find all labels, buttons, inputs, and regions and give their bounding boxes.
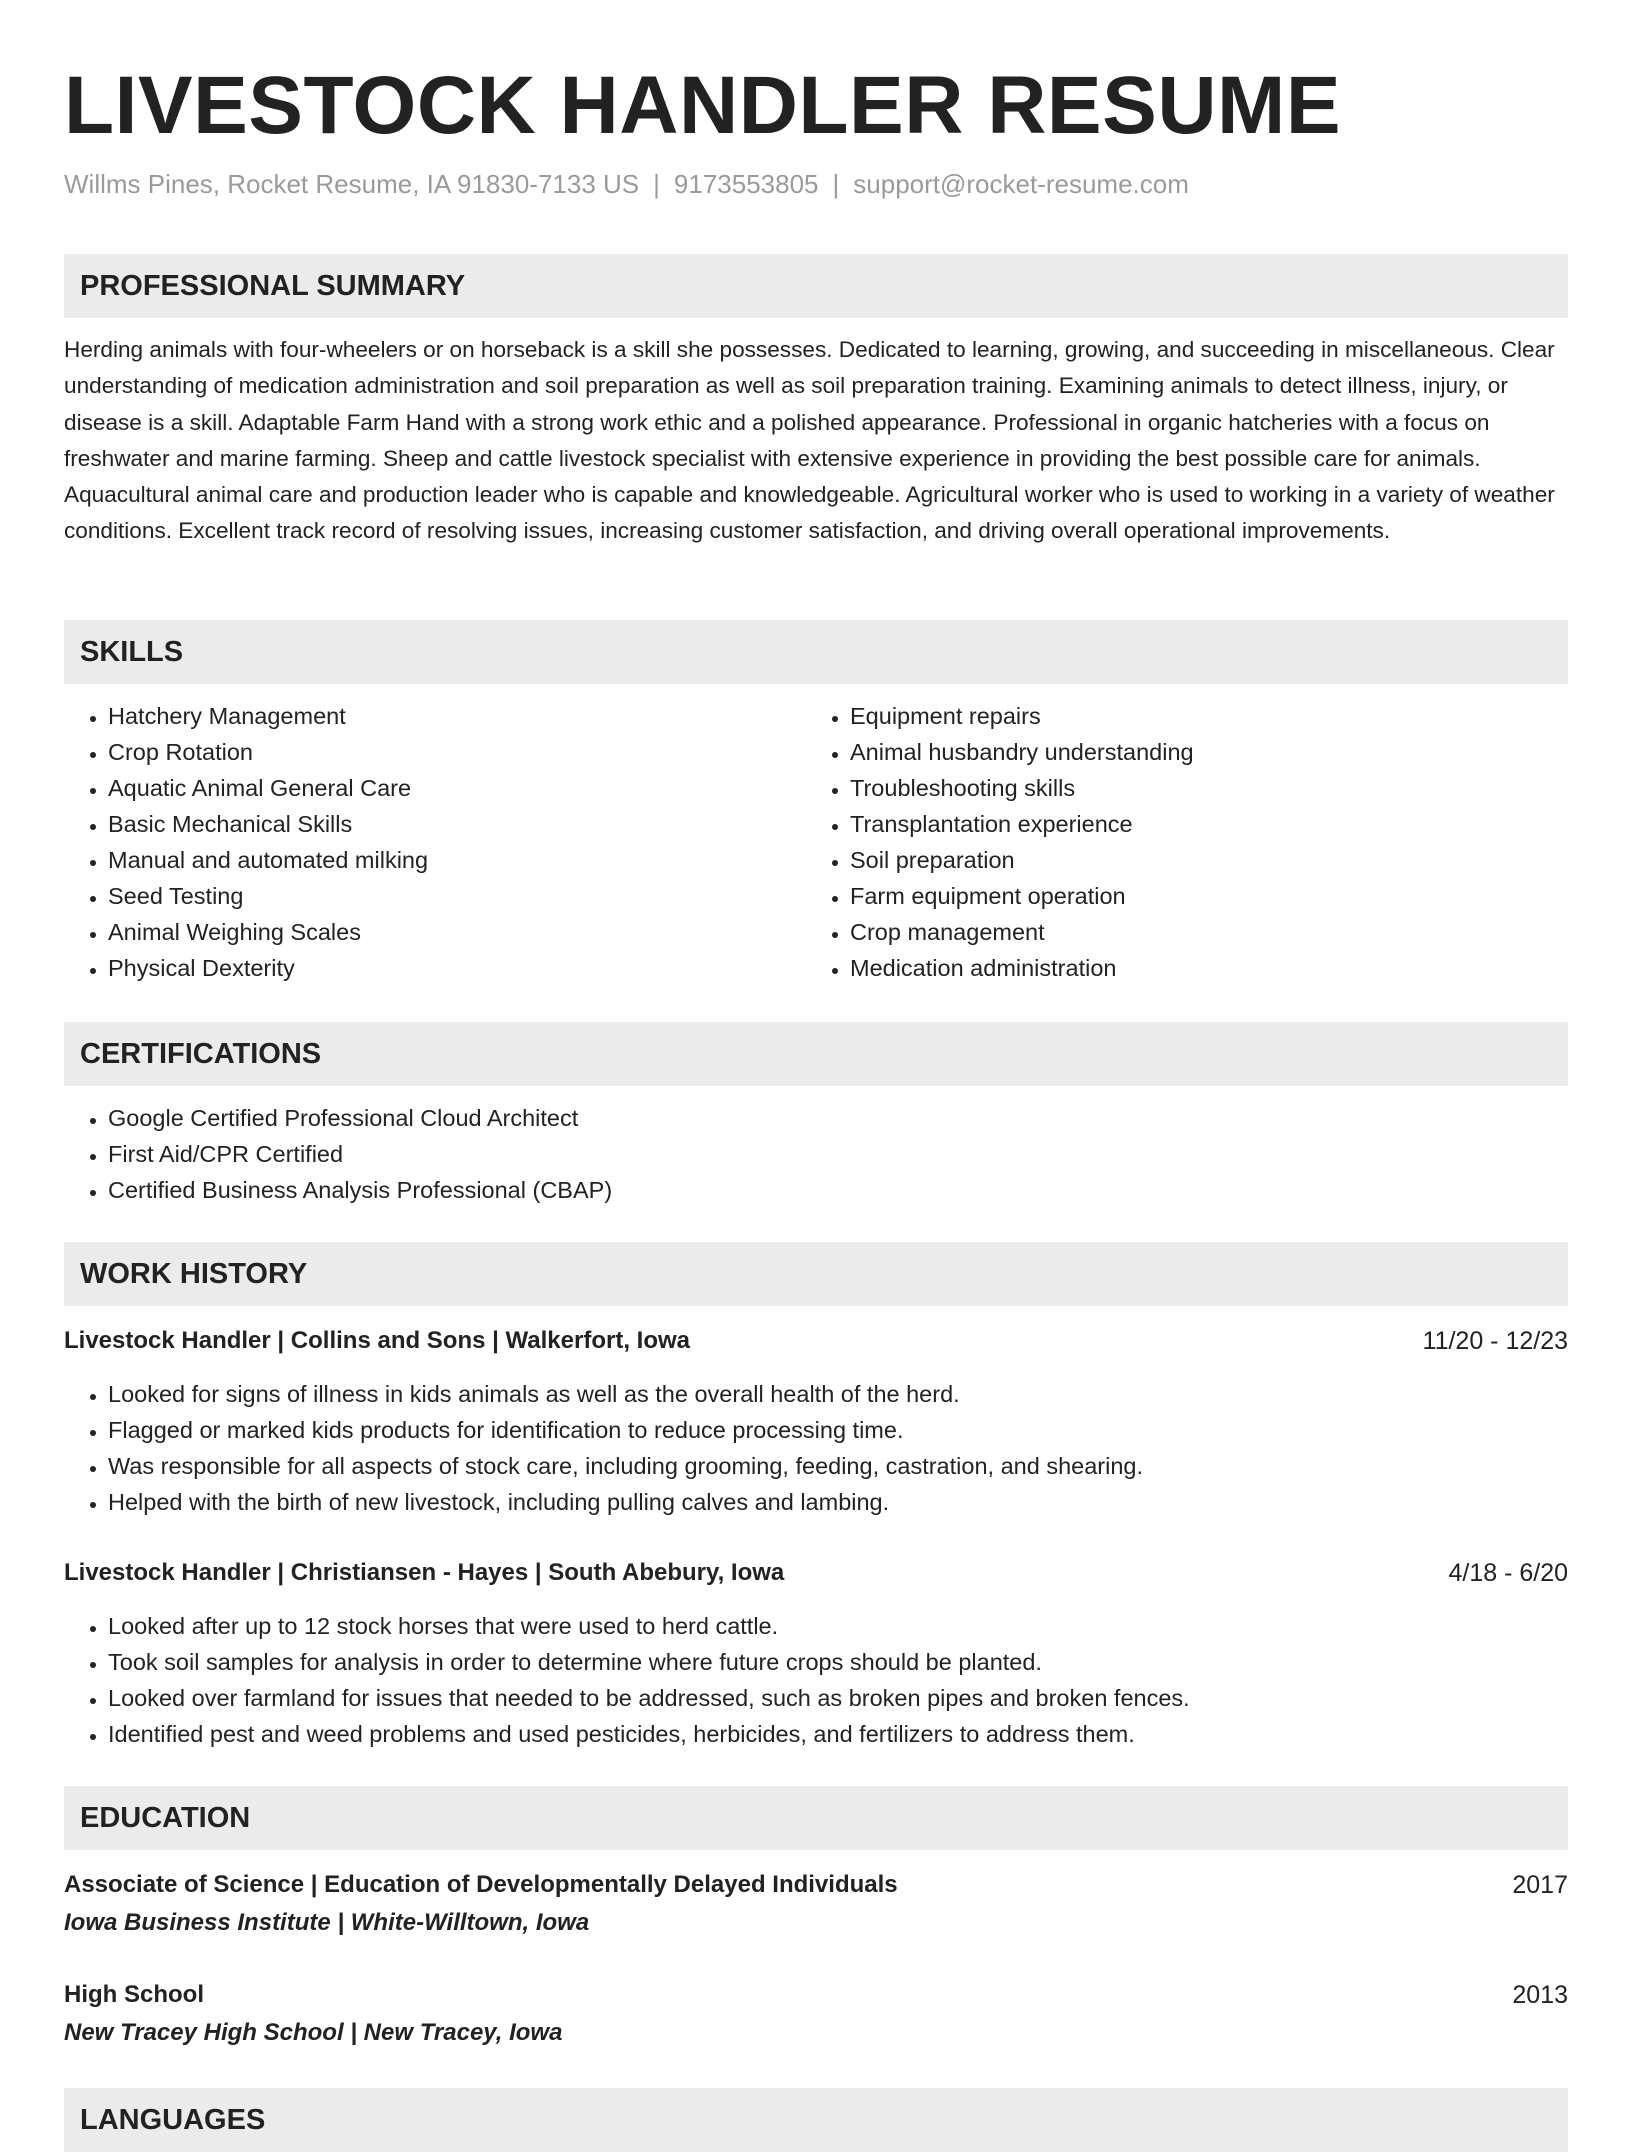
job-duties: [64, 1376, 1568, 1520]
contact-email: support@rocket-resume.com: [853, 169, 1189, 199]
skill-item: • Seed Testing: [108, 878, 804, 914]
section-header-summary: PROFESSIONAL SUMMARY: [64, 254, 1568, 318]
job-duties-list: [64, 1376, 1568, 1520]
education-year: 2013: [1512, 1981, 1568, 2009]
job-duty-item: • Flagged or marked kids products for identification to reduce processing time.: [108, 1412, 1568, 1448]
skill-item: • Troubleshooting skills: [850, 770, 1546, 806]
job-dates: 11/20 - 12/23: [1422, 1327, 1568, 1355]
skill-item: • Manual and automated milking: [108, 842, 804, 878]
certifications-block: [64, 1100, 1568, 1208]
skill-item: • Transplantation experience: [850, 806, 1546, 842]
section-header-skills: SKILLS: [64, 620, 1568, 684]
education-school: Iowa Business Institute | White-Willtown, Iowa: [64, 1909, 590, 1936]
contact-separator: |: [832, 169, 840, 199]
skills-list-right: [806, 698, 1546, 986]
job-title: Livestock Handler | Christiansen - Hayes | South Abebury, Iowa: [64, 1559, 785, 1586]
job-title: Livestock Handler | Collins and Sons | Walkerfort, Iowa: [64, 1327, 691, 1354]
job-duty-item: • Identified pest and weed problems and used pesticides, herbicides, and fertilizers to address them.: [108, 1716, 1568, 1752]
job-duty-item: • Looked over farmland for issues that needed to be addressed, such as broken pipes and broken fences.: [108, 1680, 1568, 1716]
education-school: New Tracey High School | New Tracey, Iowa: [64, 2019, 563, 2046]
skill-item: • Hatchery Management: [108, 698, 804, 734]
skill-item: • Medication administration: [850, 950, 1546, 986]
contact-separator: |: [653, 169, 660, 199]
skill-item: • Crop Rotation: [108, 734, 804, 770]
job-duty-item: • Looked after up to 12 stock horses that were used to herd cattle.: [108, 1608, 1568, 1644]
skill-item: • Farm equipment operation: [850, 878, 1546, 914]
summary-text: Herding animals with four-wheelers or on horseback is a skill she possesses. Dedicated to learning, growing, and succeeding in miscellaneous. Clear understanding of medication administration and soil preparation as well as soil preparation training. Examining animals to detect illness, injury, or disease is a skill. Adaptable Farm Hand with a strong work ethic and a polished appearance. Professional in organic hatcheries with a focus on freshwater and marine farming. Sheep and cattle livestock specialist with extensive experience in providing the best possible care for animals. Aquacultural animal care and production leader who is capable and knowledgeable. Agricultural worker who is used to working in a variety of weather conditions. Excellent track record of resolving issues, increasing customer satisfaction, and driving overall operational improvements.: [64, 337, 1555, 544]
education-degree: High School: [64, 1981, 204, 2008]
skill-item: • Equipment repairs: [850, 698, 1546, 734]
job-duties: [64, 1608, 1568, 1752]
education-degree: Associate of Science | Education of Developmentally Delayed Individuals: [64, 1871, 898, 1898]
skills-column-right: [806, 698, 1546, 986]
contact-address: Willms Pines, Rocket Resume, IA 91830-7133 US: [64, 169, 640, 199]
certification-item: • First Aid/CPR Certified: [108, 1136, 1568, 1172]
skill-item: • Basic Mechanical Skills: [108, 806, 804, 842]
certifications-list: [64, 1100, 1568, 1208]
section-header-education: EDUCATION: [64, 1786, 1568, 1850]
job-duty-item: • Looked for signs of illness in kids animals as well as the overall health of the herd.: [108, 1376, 1568, 1412]
job-duty-item: • Took soil samples for analysis in order to determine where future crops should be planted.: [108, 1644, 1568, 1680]
skill-item: • Aquatic Animal General Care: [108, 770, 804, 806]
job-duty-item: • Was responsible for all aspects of stock care, including grooming, feeding, castration, and shearing.: [108, 1448, 1568, 1484]
contact-phone: 9173553805: [673, 169, 819, 199]
skill-item: • Soil preparation: [850, 842, 1546, 878]
contact-line: [64, 166, 1189, 202]
certification-item: • Google Certified Professional Cloud Architect: [108, 1100, 1568, 1136]
skill-item: • Animal Weighing Scales: [108, 914, 804, 950]
skills-column-left: [64, 698, 804, 986]
skills-list-left: [64, 698, 804, 986]
job-duties-list: [64, 1608, 1568, 1752]
resume-title: LIVESTOCK HANDLER RESUME: [64, 60, 1342, 151]
job-dates: 4/18 - 6/20: [1448, 1559, 1568, 1587]
section-header-work-history: WORK HISTORY: [64, 1242, 1568, 1306]
job-duty-item: • Helped with the birth of new livestock, including pulling calves and lambing.: [108, 1484, 1568, 1520]
skill-item: • Physical Dexterity: [108, 950, 804, 986]
section-header-languages: LANGUAGES: [64, 2088, 1568, 2152]
education-year: 2017: [1512, 1871, 1568, 1899]
certification-item: • Certified Business Analysis Professional (CBAP): [108, 1172, 1568, 1208]
skill-item: • Animal husbandry understanding: [850, 734, 1546, 770]
section-header-certifications: CERTIFICATIONS: [64, 1022, 1568, 1086]
skill-item: • Crop management: [850, 914, 1546, 950]
